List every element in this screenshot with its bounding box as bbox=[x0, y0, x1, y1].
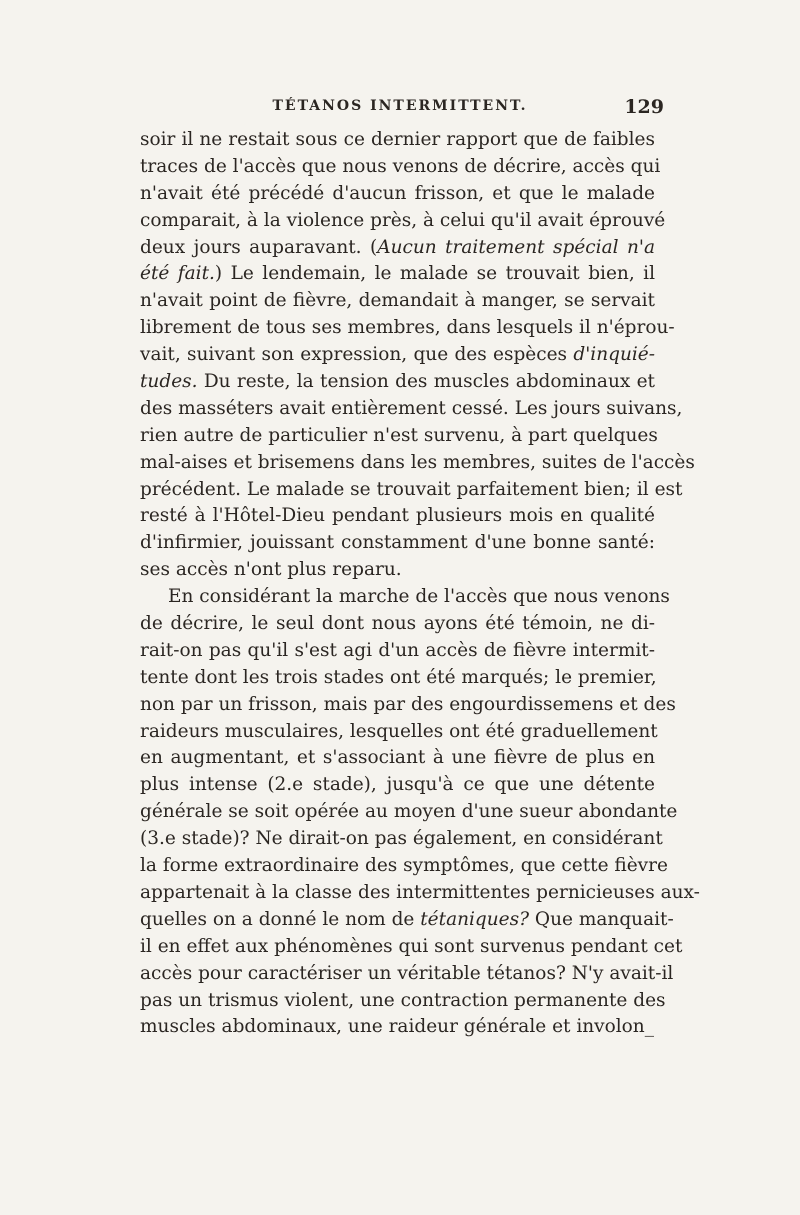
text-line: En considérant la marche de l'accès que nous venons bbox=[168, 586, 670, 608]
text-line: raideurs musculaires, lesquelles ont été graduellement bbox=[140, 720, 658, 742]
text-line: tente dont les trois stades ont été marqués; le premier, bbox=[140, 666, 657, 688]
text-line: non par un frisson, mais par des engourdissemens et des bbox=[140, 693, 676, 715]
text-span: ) Le lendemain, le malade se trouvait bien, il bbox=[214, 263, 655, 285]
text-span: Du reste, la tension des muscles abdominaux et bbox=[197, 371, 655, 393]
text-line: pas un trismus violent, une contraction permanente des bbox=[140, 989, 666, 1011]
text-line: librement de tous ses membres, dans lesquels il n'éprou- bbox=[140, 317, 675, 339]
text-line bbox=[140, 369, 655, 396]
text-line: appartenait à la classe des intermittentes pernicieuses aux- bbox=[140, 881, 700, 903]
page-number: 129 bbox=[624, 96, 664, 118]
italic-text: tétaniques? bbox=[420, 908, 530, 930]
text-line bbox=[140, 261, 655, 288]
text-span: vait, suivant son expression, que des espèces bbox=[140, 344, 574, 366]
text-line: comparait, à la violence près, à celui qu'il avait éprouvé bbox=[140, 209, 666, 231]
text-line: n'avait point de fièvre, demandait à manger, se servait bbox=[140, 290, 655, 312]
text-line: rait-on pas qu'il s'est agi d'un accès de fièvre intermit- bbox=[140, 639, 655, 661]
text-line: mal-aises et brisemens dans les membres, suites de l'accès bbox=[140, 451, 695, 473]
text-line: resté à l'Hôtel-Dieu pendant plusieurs mois en qualité bbox=[140, 505, 655, 527]
italic-text: été fait. bbox=[140, 263, 215, 285]
text-line: rien autre de particulier n'est survenu, à part quelques bbox=[140, 424, 658, 446]
text-line: accès pour caractériser un véritable tétanos? N'y avait-il bbox=[140, 962, 674, 984]
running-head bbox=[140, 96, 664, 124]
text-line bbox=[140, 907, 674, 934]
text-span: deux jours auparavant. ( bbox=[140, 236, 378, 258]
text-line: la forme extraordinaire des symptômes, que cette fièvre bbox=[140, 855, 668, 877]
text-line: en augmentant, et s'associant à une fièvre de plus en bbox=[140, 747, 655, 769]
text-line: plus intense (2.e stade), jusqu'à ce que une détente bbox=[140, 774, 655, 796]
text-line: (3.e stade)? Ne dirait-on pas également, en considérant bbox=[140, 828, 663, 850]
text-span: quelles on a donné le nom de bbox=[140, 908, 421, 930]
italic-text: Aucun traitement spécial n'a bbox=[377, 236, 655, 258]
text-line: d'infirmier, jouissant constamment d'une bonne santé: bbox=[140, 532, 655, 554]
text-span: Que manquait- bbox=[529, 908, 674, 930]
text-line: n'avait été précédé d'aucun frisson, et que le malade bbox=[140, 182, 655, 204]
body-text bbox=[140, 127, 700, 1041]
text-line: de décrire, le seul dont nous ayons été témoin, ne di- bbox=[140, 613, 655, 635]
running-title: TÉTANOS INTERMITTENT. bbox=[272, 98, 528, 114]
italic-text: tudes. bbox=[140, 371, 198, 393]
text-line: soir il ne restait sous ce dernier rapport que de faibles bbox=[140, 129, 655, 150]
italic-text: d'inquié- bbox=[573, 344, 655, 366]
text-line: des masséters avait entièrement cessé. Les jours suivans, bbox=[140, 397, 683, 419]
text-line: muscles abdominaux, une raideur générale et involon_ bbox=[140, 1016, 654, 1038]
text-line bbox=[140, 235, 655, 262]
text-line: traces de l'accès que nous venons de décrire, accès qui bbox=[140, 155, 661, 177]
text-line: générale se soit opérée au moyen d'une sueur abondante bbox=[140, 801, 678, 823]
text-line: il en effet aux phénomènes qui sont survenus pendant cet bbox=[140, 935, 683, 957]
text-line: ses accès n'ont plus reparu. bbox=[140, 559, 402, 581]
text-line: précédent. Le malade se trouvait parfaitement bien; il est bbox=[140, 478, 683, 500]
text-line bbox=[140, 342, 655, 369]
